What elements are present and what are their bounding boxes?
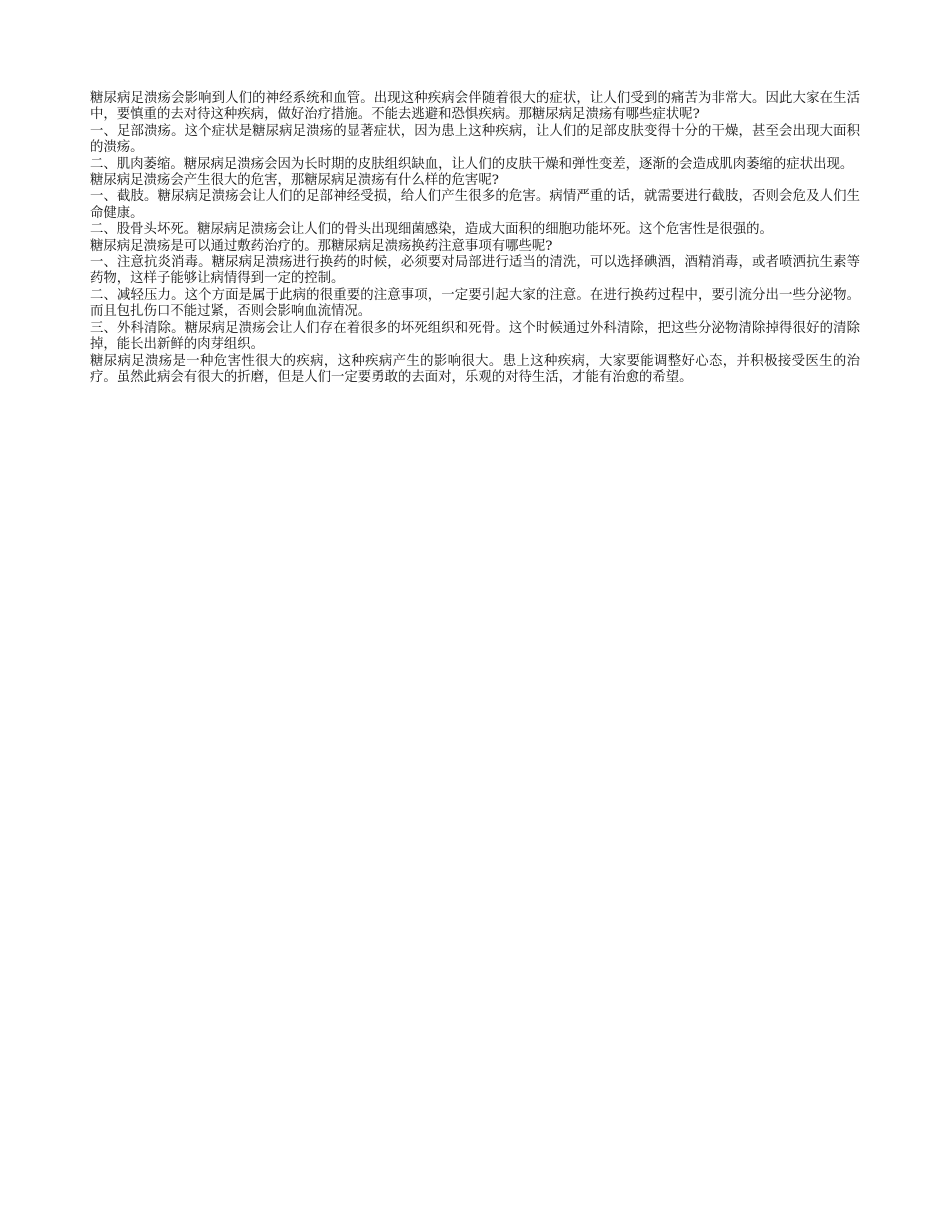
paragraph-care-3: 三、外科清除。糖尿病足溃疡会让人们存在着很多的坏死组织和死骨。这个时候通过外科清除，把这些分泌物清除掉得很好的清除掉，能长出新鲜的肉芽组织。 (90, 320, 860, 353)
paragraph-harm-2: 二、股骨头坏死。糖尿病足溃疡会让人们的骨头出现细菌感染，造成大面积的细胞功能坏死。这个危害性是很强的。 (90, 222, 773, 238)
paragraph-conclusion: 糖尿病足溃疡是一种危害性很大的疾病，这种疾病产生的影响很大。患上这种疾病，大家要能调整好心态，并积极接受医生的治疗。虽然此病会有很大的折磨，但是人们一定要勇敢的去面对，乐观的对待生活，才能有治愈的希望。 (90, 353, 860, 385)
paragraph-care-2: 二、减轻压力。这个方面是属于此病的很重要的注意事项，一定要引起大家的注意。在进行换药过程中，要引流分出一些分泌物。而且包扎伤口不能过紧，否则会影响血流情况。 (90, 287, 860, 320)
document-body (90, 91, 860, 386)
paragraph-intro: 糖尿病足溃疡会影响到人们的神经系统和血管。出现这种疾病会伴随着很大的症状，让人们受到的痛苦为非常大。因此大家在生活中，要慎重的去对待这种疾病，做好治疗措施。不能去逃避和恐惧疾病。那糖尿病足溃疡有哪些症状呢? (90, 91, 860, 123)
paragraph-care-question: 糖尿病足溃疡是可以通过敷药治疗的。那糖尿病足溃疡换药注意事项有哪些呢? (90, 238, 553, 254)
paragraph-harm-1: 一、截肢。糖尿病足溃疡会让人们的足部神经受损，给人们产生很多的危害。病情严重的话，就需要进行截肢，否则会危及人们生命健康。 (90, 189, 860, 221)
paragraph-symptom-2: 二、肌肉萎缩。糖尿病足溃疡会因为长时期的皮肤组织缺血，让人们的皮肤干燥和弹性变差，逐渐的会造成肌肉萎缩的症状出现。 (90, 156, 854, 172)
paragraph-care-1: 一、注意抗炎消毒。糖尿病足溃疡进行换药的时候，必须要对局部进行适当的清洗，可以选择碘酒，酒精消毒，或者喷洒抗生素等药物，这样子能够让病情得到一定的控制。 (90, 255, 860, 287)
paragraph-harm-question: 糖尿病足溃疡会产生很大的危害，那糖尿病足溃疡有什么样的危害呢? (90, 173, 499, 189)
paragraph-symptom-1: 一、足部溃疡。这个症状是糖尿病足溃疡的显著症状，因为患上这种疾病，让人们的足部皮肤变得十分的干燥，甚至会出现大面积的溃疡。 (90, 123, 860, 156)
